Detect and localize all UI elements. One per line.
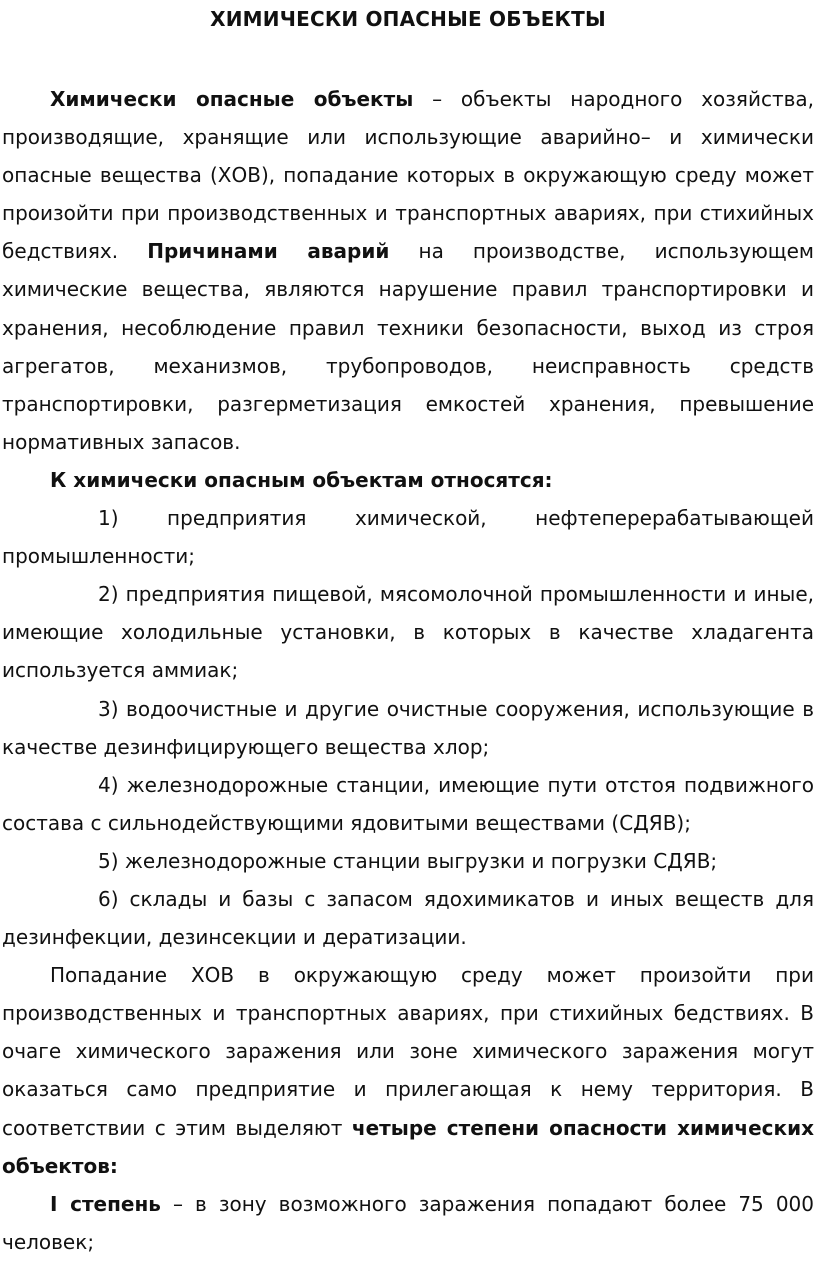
list-item: [2, 842, 814, 880]
list-item-number: 4): [98, 772, 119, 797]
list-item: [2, 880, 814, 956]
list-item-number: 6): [98, 886, 119, 911]
degrees-intro-text: Попадание ХОВ в окружающую среду может произойти при производственных и транспортных авариях, при стихийных бедствиях. В очаге химического заражения или зоне химического заражения могут оказаться само предприятие и прилегающая к нему территория. В соответствии с этим выделяют: [2, 963, 814, 1140]
definition-text: – объекты народного хозяйства, производящие, хранящие или использующие аварийно– и химически опасные вещества (ХОВ), попадание которых в окружающую среду может произойти при производственных и транспортных авариях, при стихийных бедствиях.: [2, 87, 814, 264]
list-item-text: предприятия химической, нефтеперерабатывающей промышленности;: [2, 506, 814, 569]
list-item-text: железнодорожные станции выгрузки и погрузки СДЯВ;: [124, 848, 718, 873]
list-item-number: 5): [98, 848, 119, 873]
list-item-text: предприятия пищевой, мясомолочной промышленности и иные, имеющие холодильные установки, в которых в качестве хладагента используется аммиак;: [2, 582, 814, 683]
list-heading: [2, 461, 814, 499]
list-item-number: 1): [98, 506, 119, 531]
degrees-intro-paragraph: [2, 956, 814, 1185]
degree-1-text: – в зону возможного заражения попадают более 75 000 человек;: [2, 1191, 814, 1254]
causes-text: на производстве, использующем химические вещества, являются нарушение правил транспортировки и хранения, несоблюдение правил техники безопасности, выход из строя агрегатов, механизмов, трубопроводов, неисправность средств транспортировки, разгерметизация емкостей хранения, превышение нормативных запасов.: [2, 239, 815, 454]
degree-1-term: I степень: [50, 1191, 161, 1216]
degree-1-paragraph: [2, 1185, 814, 1261]
list-item: [2, 766, 814, 842]
list-item: [2, 499, 814, 575]
term-chemical-objects: Химически опасные объекты: [50, 87, 414, 111]
degrees-intro-bold: четыре степени опасности химических объектов:: [2, 1115, 815, 1178]
list-item: [2, 690, 814, 766]
list-item-text: железнодорожные станции, имеющие пути отстоя подвижного состава с сильнодействующими ядовитыми веществами (СДЯВ);: [2, 772, 814, 835]
list-item-text: склады и базы с запасом ядохимикатов и иных веществ для дезинфекции, дезинсекции и дератизации.: [2, 886, 814, 950]
term-accident-causes: Причинами аварий: [147, 239, 390, 264]
page-title: ХИМИЧЕСКИ ОПАСНЫЕ ОБЪЕКТЫ: [210, 7, 606, 31]
list-item: [2, 575, 814, 689]
list-heading-text: К химически опасным объектам относятся:: [50, 467, 553, 492]
list-item-text: водоочистные и другие очистные сооружения, использующие в качестве дезинфицирующего вещества хлор;: [2, 696, 814, 759]
list-item-number: 2): [98, 582, 119, 607]
list-item-number: 3): [98, 696, 119, 721]
intro-paragraph: [2, 80, 814, 461]
